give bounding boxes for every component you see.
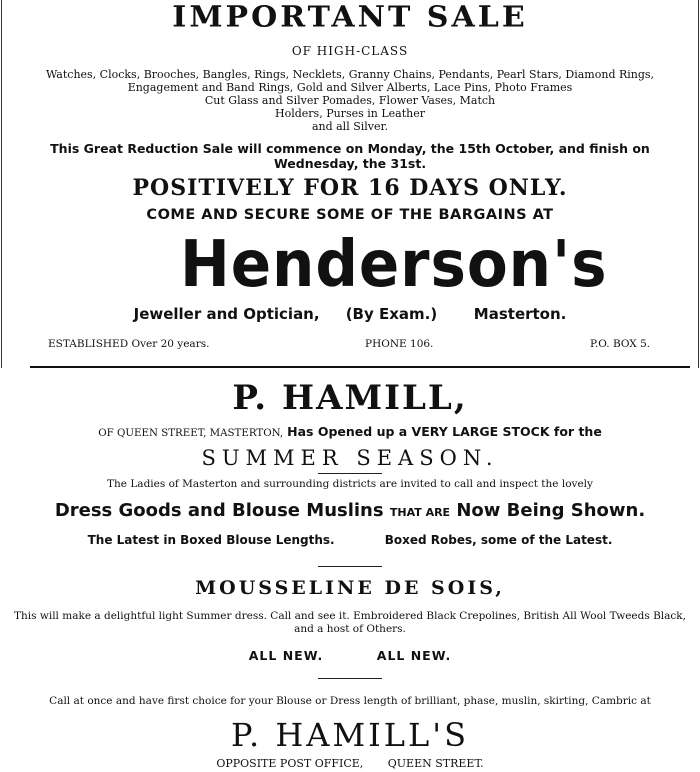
opened-stock-line [0,424,700,439]
reduction-line-2: Wednesday, the 31st. [273,156,427,171]
queen-street-prefix: OF QUEEN STREET, MASTERTON, [98,427,284,439]
all-new-1: ALL NEW. [248,648,324,663]
pobox-text: P.O. BOX 5. [590,338,651,350]
mid-rule-2 [318,678,382,679]
latest-blouse-lengths: The Latest in Boxed Blouse Lengths. [87,533,335,547]
by-exam: (By Exam.) [345,305,438,323]
phone-text: PHONE 106. [365,338,434,350]
address-line [0,757,700,770]
ladies-invitation: The Ladies of Masterton and surrounding districts are invited to call and inspect the lovely [107,478,593,490]
opposite-post-office: OPPOSITE POST OFFICE, [216,757,364,770]
dress-goods-text: Dress Goods and Blouse Muslins [54,500,384,521]
dress-goods-line [0,500,700,521]
call-at-once-text: Call at once and have first choice for your Blouse or Dress length of brilliant, phase, muslin, skirting, Cambric at [49,695,651,707]
items-line-2: Engagement and Band Rings, Gold and Silver Alberts, Lace Pins, Photo Frames [127,81,573,94]
important-sale-headline: IMPORTANT SALE [172,0,528,35]
jeweller-optician: Jeweller and Optician, [133,305,320,323]
p-hamills-shop-name: P. HAMILL'S [230,716,470,754]
items-line-4: Holders, Purses in Leather [275,107,425,120]
opened-stock-main: Has Opened up a VERY LARGE STOCK for the [287,424,602,439]
bargains-line: COME AND SECURE SOME OF THE BARGAINS AT [146,207,554,223]
summer-dress-line-2: and a host of Others. [294,623,406,635]
ad-separator-rule [30,366,690,368]
items-list [0,68,700,133]
sixteen-days-headline: POSITIVELY FOR 16 DAYS ONLY. [132,175,568,201]
boxed-robes: Boxed Robes, some of the Latest. [384,533,613,547]
being-shown-text: Now Being Shown. [456,500,646,521]
summer-dress-text [0,610,700,636]
items-line-3: Cut Glass and Silver Pomades, Flower Vases, Match [204,94,496,107]
items-line-1: Watches, Clocks, Brooches, Bangles, Rings, Necklets, Granny Chains, Pendants, Pearl Stars, Diamond Rings, [45,68,655,81]
hendersons-name: Henderson's [180,228,608,302]
established-text: ESTABLISHED Over 20 years. [48,338,210,350]
that-are-text: THAT ARE [389,506,451,519]
mousseline-headline: MOUSSELINE DE SOIS, [195,577,505,599]
all-new-line [0,648,700,663]
masterton-town: Masterton. [473,305,567,323]
latest-line [0,533,700,547]
jeweller-line [0,305,700,323]
summer-dress-line-1: This will make a delightful light Summer dress. Call and see it. Embroidered Black Crepolines, British All Wool Tweeds Black, [14,610,686,622]
all-new-2: ALL NEW. [376,648,452,663]
summer-season: SUMMER SEASON. [201,446,499,470]
summer-underline [318,473,382,474]
mid-rule-1 [318,566,382,567]
items-line-5: and all Silver. [311,120,389,133]
high-class-subhead: OF HIGH-CLASS [291,44,409,58]
queen-street: QUEEN STREET. [387,757,484,770]
p-hamill-headline: P. HAMILL, [232,378,468,418]
reduction-sale-notice [0,141,700,171]
reduction-line-1: This Great Reduction Sale will commence on Monday, the 15th October, and finish on [50,141,650,156]
